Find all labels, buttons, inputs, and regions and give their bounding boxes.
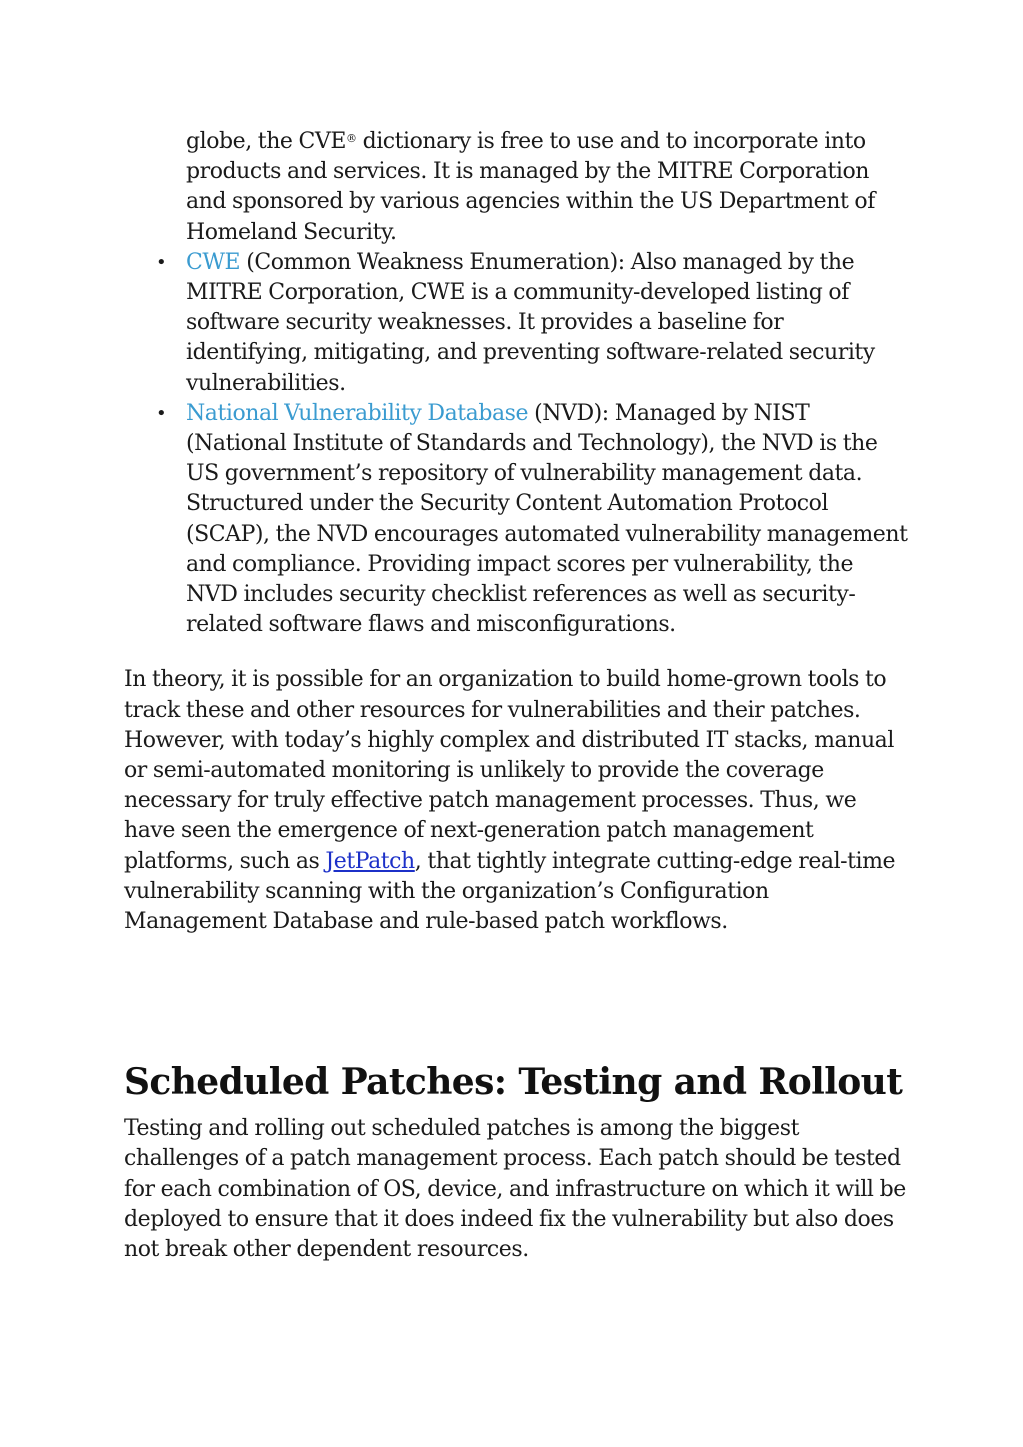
section-body: Testing and rolling out scheduled patches is among the biggest challenges of a patch management process. Each patch should be tested for each combination of OS, device, and infrastructure on which it will be deployed to ensure that it does indeed fix the vulnerability but also does not break other dependent resources.	[124, 1116, 906, 1263]
bullet-icon: •	[156, 402, 167, 424]
jetpatch-link[interactable]: JetPatch	[325, 848, 415, 874]
cve-text-start: globe, the CVE	[186, 129, 346, 154]
document-page	[124, 124, 909, 1265]
bullet-icon: •	[156, 251, 167, 273]
resource-list	[124, 124, 909, 640]
registered-mark: ®	[345, 132, 357, 145]
list-item-nvd	[156, 399, 909, 641]
cwe-link[interactable]: CWE	[186, 249, 241, 275]
list-item-cve-continuation	[186, 124, 909, 248]
nvd-link[interactable]: National Vulnerability Database	[186, 400, 529, 426]
theory-text-start: In theory, it is possible for an organization to build home-grown tools to track these and other resources for vulnerabilities and their patches. However, with today’s highly complex and distributed IT stacks, manual or semi-automated monitoring is unlikely to provide the coverage necessary for truly effective patch management processes. Thus, we have seen the emergence of next-generation patch management platforms, such as	[124, 667, 894, 874]
nvd-description: (NVD): Managed by NIST (National Institute of Standards and Technology), the NVD is the US government’s repository of vulnerability management data. Structured under the Security Content Automation Protocol (SCAP), the NVD encourages automated vulnerability management and compliance. Providing impact scores per vulnerability, the NVD includes security checklist references as well as security-related software flaws and misconfigurations.	[186, 400, 908, 638]
theory-paragraph	[124, 665, 909, 937]
cve-text-end: dictionary is free to use and to incorporate into products and services. It is managed by the MITRE Corporation and sponsored by various agencies within the US Department of Homeland Security.	[186, 129, 875, 245]
theory-text-end: , that tightly integrate cutting-edge real-time vulnerability scanning with the organization’s Configuration Management Database and rule-based patch workflows.	[124, 848, 896, 935]
section-heading: Scheduled Patches: Testing and Rollout	[124, 1061, 903, 1104]
list-item-cwe	[156, 248, 909, 399]
cwe-description: (Common Weakness Enumeration): Also managed by the MITRE Corporation, CWE is a community-developed listing of software security weaknesses. It provides a baseline for identifying, mitigating, and preventing software-related security vulnerabilities.	[186, 249, 875, 396]
